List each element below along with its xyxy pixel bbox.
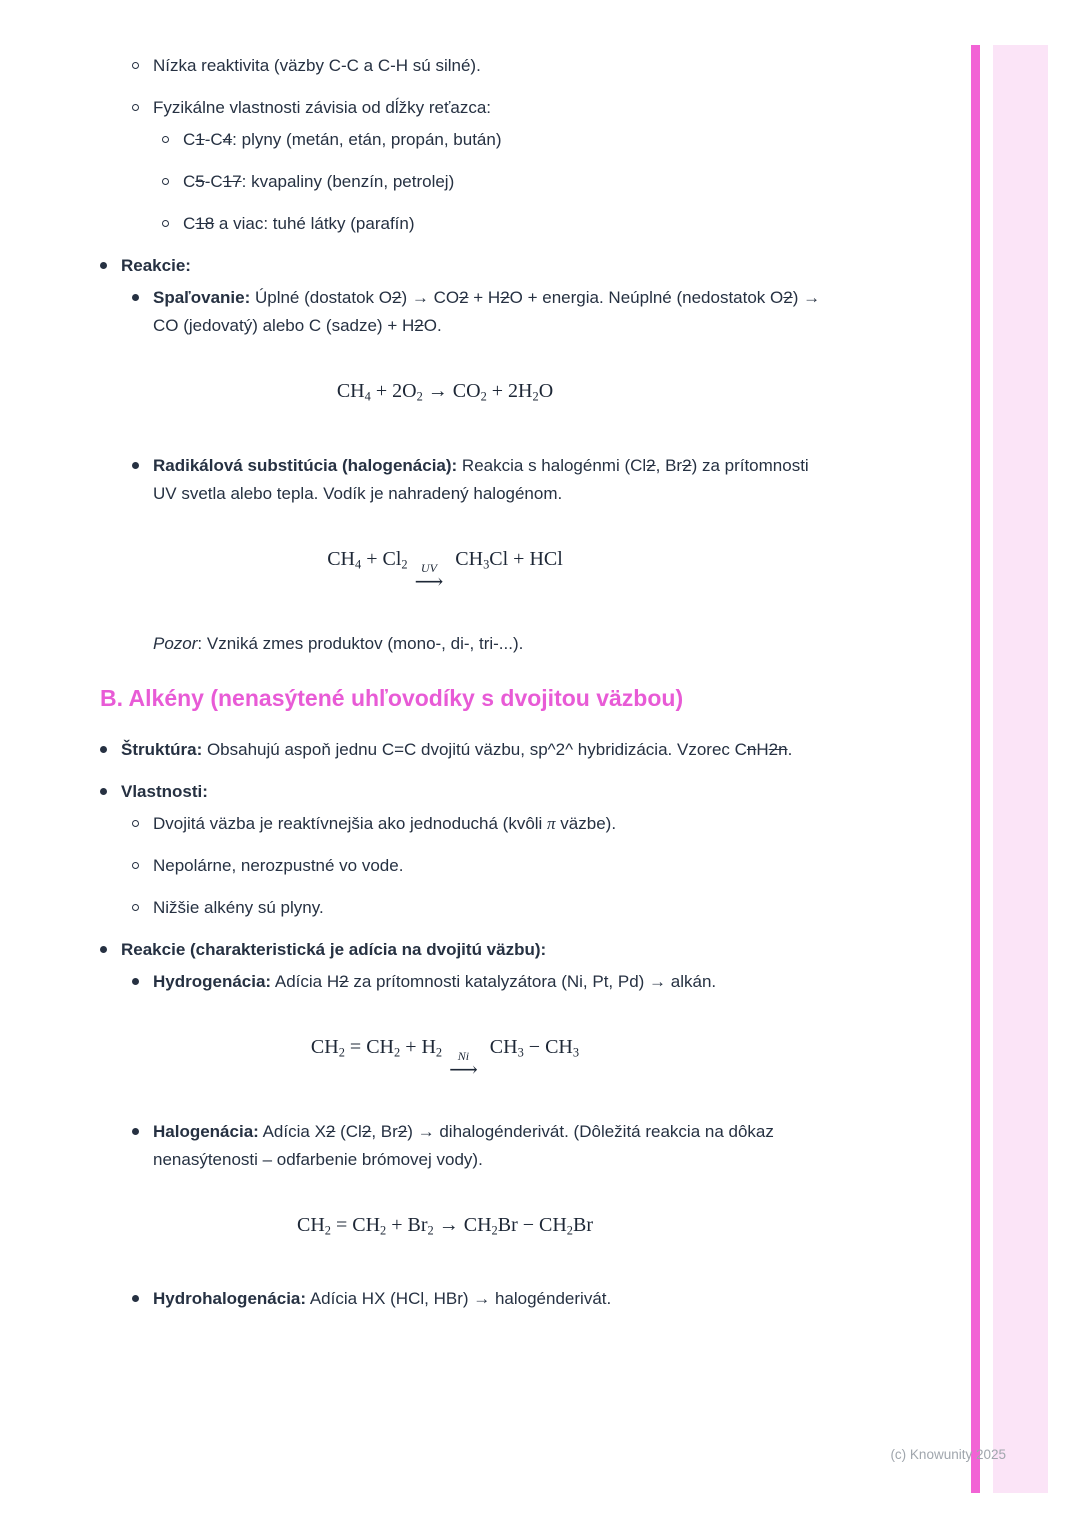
item-vlastnosti [100, 778, 890, 806]
equation-bromination: $CH_2 = CH_2 + Br_2 \to CH_2Br - CH_2Br$ [296, 1213, 593, 1238]
item-text: Fyzikálne vlastnosti závisia od dĺžky reťazca: [153, 98, 492, 117]
bullet-icon [132, 1295, 139, 1302]
bullet-icon [132, 1128, 139, 1135]
item-halogenacia [132, 1118, 890, 1174]
footer-credit: (c) Knowunity 2025 [890, 1447, 1006, 1462]
circle-bullet-icon [132, 820, 139, 827]
bullet-icon [132, 462, 139, 469]
item-text: Dvojitá väzba je reaktívnejšia ako jednoduchá (kvôli π väzbe). [153, 813, 617, 833]
item-text: C18 a viac: tuhé látky (parafín) [183, 214, 415, 233]
item-text: C5-C17: kvapaliny (benzín, petrolej) [183, 172, 455, 191]
item-text: C1-C4: plyny (metán, etán, propán, bután) [183, 130, 502, 149]
item-dvojita-vazba [132, 810, 890, 838]
note-pozor: Pozor: Vzniká zmes produktov (mono-, di-, tri-...). [153, 633, 524, 653]
equation-radical-substitution: $CH_4 + Cl_2$ UV ⟶ $CH_3Cl$ + HCl [327, 547, 563, 593]
item-text: Nižšie alkény sú plyny. [153, 897, 324, 917]
equation-hydrogenation: $CH_2 = CH_2 + H_2$ Ni ⟶ $CH_3 - CH_3$ [310, 1035, 580, 1081]
item-reakcie [100, 252, 890, 280]
item-text: Hydrohalogenácia: Adícia HX (HCl, HBr) → halogénderivát. [153, 1289, 612, 1309]
bullet-icon [100, 262, 107, 269]
circle-bullet-icon [162, 220, 169, 227]
item-text: Hydrogenácia: Adícia H2 za prítomnosti katalyzátora (Ni, Pt, Pd) → alkán. [153, 971, 717, 991]
circle-bullet-icon [162, 178, 169, 185]
item-nepolarne [132, 852, 890, 880]
item-nizka-reaktivita [132, 52, 890, 80]
item-text: Spaľovanie: Úplné (dostatok O2) → CO2 + H2O + energia. Neúplné (nedostatok O2) → CO (jedovatý) alebo C (sadze) + H2O. [153, 288, 821, 335]
item-radikalova-substitucia [132, 452, 890, 508]
item-text: Nepolárne, nerozpustné vo vode. [153, 855, 404, 875]
bullet-icon [100, 788, 107, 795]
item-spalovanie [132, 284, 890, 340]
bullet-icon [100, 946, 107, 953]
item-text: Reakcie: [121, 256, 191, 275]
page-edge-panel [993, 45, 1048, 1493]
circle-bullet-icon [132, 62, 139, 69]
labeled-arrow-icon: UV ⟶ [414, 560, 444, 593]
item-c18 [162, 210, 890, 238]
section-b-heading: B. Alkény (nenasýtené uhľovodíky s dvojitou väzbou) [100, 684, 684, 711]
equation-combustion: $CH_4 + 2O_2 \to CO_2 + 2H_2O$ [336, 380, 554, 404]
item-text: Halogenácia: Adícia X2 (Cl2, Br2) → dihalogénderivát. (Dôležitá reakcia na dôkaz nenasýtenosti – odfarbenie brómovej vody). [153, 1121, 774, 1169]
item-text: Reakcie (charakteristická je adícia na dvojitú väzbu): [121, 939, 547, 959]
item-c1-c4 [162, 126, 890, 154]
item-text: Vlastnosti: [121, 781, 208, 801]
circle-bullet-icon [132, 104, 139, 111]
item-struktura [100, 736, 890, 764]
bullet-icon [132, 294, 139, 301]
item-hydrogenacia [132, 968, 890, 996]
item-c5-c17 [162, 168, 890, 196]
item-text: Nízka reaktivita (väzby C-C a C-H sú silné). [153, 56, 481, 75]
item-text: Radikálová substitúcia (halogenácia): Reakcia s halogénmi (Cl2, Br2) za prítomnosti UV svetla alebo tepla. Vodík je nahradený halogénom. [153, 455, 809, 503]
bullet-icon [100, 746, 107, 753]
item-reakcie-adicia [100, 936, 890, 964]
item-text: Štruktúra: Obsahujú aspoň jednu C=C dvojitú väzbu, sp^2^ hybridizácia. Vzorec CnH2n. [121, 739, 793, 759]
labeled-arrow-icon: Ni ⟶ [449, 1048, 478, 1081]
page-edge-bar [971, 45, 980, 1493]
circle-bullet-icon [132, 904, 139, 911]
item-hydrohalogenacia [132, 1285, 890, 1313]
circle-bullet-icon [132, 862, 139, 869]
bullet-icon [132, 978, 139, 985]
item-fyzikalne-vlastnosti [132, 94, 890, 122]
item-nizsie-alkeny [132, 894, 890, 922]
circle-bullet-icon [162, 136, 169, 143]
